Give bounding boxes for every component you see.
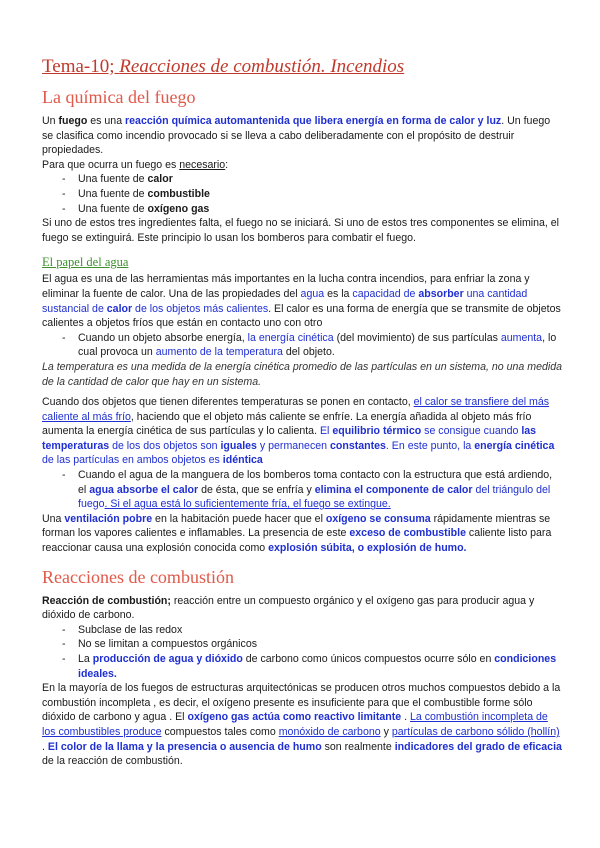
combustion-definition: Reacción de combustión; reacción entre un compuesto orgánico y el oxígeno gas para producir agua y dióxido de carbono.	[42, 594, 535, 622]
water-paragraph-3: Una ventilación pobre en la habitación puede hacer que el oxígeno se consuma rápidamente mientras se forman los vapores calientes e inflamables. La presencia de este exceso de combustible caliente listo para reaccionar causa una explosión conocida como explosión súbita, o explosión de humo.	[42, 512, 552, 555]
intro-paragraph: Un fuego es una reacción química automantenida que libera energía en forma de calor y luz. Un fuego se clasifica como incendio provocado si se lleva a cabo deliberadamente con el propósito de destruir propiedades.	[42, 115, 551, 157]
combustion-list	[42, 623, 562, 681]
closing-paragraph: Si uno de estos tres ingredientes falta, el fuego no se iniciará. Si uno de estos tres componentes se elimina, el fuego se extinguirá. Este principio lo usan los bomberos para combatir el fuego.	[42, 217, 560, 244]
section-heading-combustion: Reacciones de combustión	[42, 566, 234, 587]
combustion-paragraph: En la mayoría de los fuegos de estructuras arquitectónicas se producen otros muchos compuestos debido a la combustión incompleta , es decir, el oxígeno presente es insuficiente para que el combustible forme sólo dióxido de carbono y agua . El oxígeno gas actúa como reactivo limitante . La combustión incompleta de los combustibles produce compuestos tales como monóxido de carbono y partículas de carbono sólido (hollín) . El color de la llama y la presencia o ausencia de humo son realmente indicadores del grado de eficacia de la reacción de combustión.	[42, 682, 562, 768]
list-item: - Cuando el agua de la manguera de los bomberos toma contacto con la estructura que está ardiendo, el agua absorbe el calor de ésta, que se enfría y elimina el componente de calor del triángulo del fuego. Si el agua está lo suficientemente fría, el fuego se extingue.	[62, 468, 562, 512]
document-page	[42, 56, 562, 769]
list-item: - Una fuente de combustible	[62, 187, 562, 202]
list-item: - Una fuente de calor	[62, 172, 562, 187]
water-paragraph-1: El agua es una de las herramientas más importantes en la lucha contra incendios, para enfriar la zona y eliminar la fuente de calor. Una de las propiedades del agua es la capacidad de absorber una cantidad sustancial de calor de los objetos más calientes. El calor es una forma de energía que se transmite de objetos calientes a objetos fríos que están en contacto uno con otro	[42, 273, 561, 330]
list-item: - Subclase de las redox	[62, 623, 562, 638]
water-list-1	[42, 331, 562, 360]
page-title: Tema-10; Reacciones de combustión. Incendios	[42, 56, 405, 77]
list-item: - La producción de agua y dióxido de carbono como únicos compuestos ocurre sólo en condiciones ideales.	[62, 652, 562, 681]
water-paragraph-2: Cuando dos objetos que tienen diferentes temperaturas se ponen en contacto, el calor se transfiere del más caliente al más frío, haciendo que el objeto más caliente se enfríe. La energía añadida al objeto más frío aumenta la energía cinética de sus partículas y lo calienta. El equilibrio térmico se consigue cuando las temperaturas de los dos objetos son iguales y permanecen constantes. En este punto, la energía cinética de las partículas en ambos objetos es idéntica	[42, 396, 555, 467]
section-heading-fire-chemistry: La química del fuego	[42, 87, 196, 107]
list-item: - Una fuente de oxígeno gas	[62, 202, 562, 217]
list-item: - Cuando un objeto absorbe energía, la energía cinética (del movimiento) de sus partículas aumenta, lo cual provoca un aumento de la temperatura del objeto.	[62, 331, 562, 360]
list-item: - No se limitan a compuestos orgánicos	[62, 637, 562, 652]
needs-line: Para que ocurra un fuego es necesario:	[42, 158, 229, 171]
temperature-note: La temperatura es una medida de la energía cinética promedio de las partículas en un sistema, no una medida de la cantidad de calor que hay en un sistema.	[42, 360, 562, 388]
water-list-2	[42, 468, 562, 512]
fire-requirements-list	[42, 172, 562, 216]
subheading-water: El papel del agua	[42, 255, 129, 270]
